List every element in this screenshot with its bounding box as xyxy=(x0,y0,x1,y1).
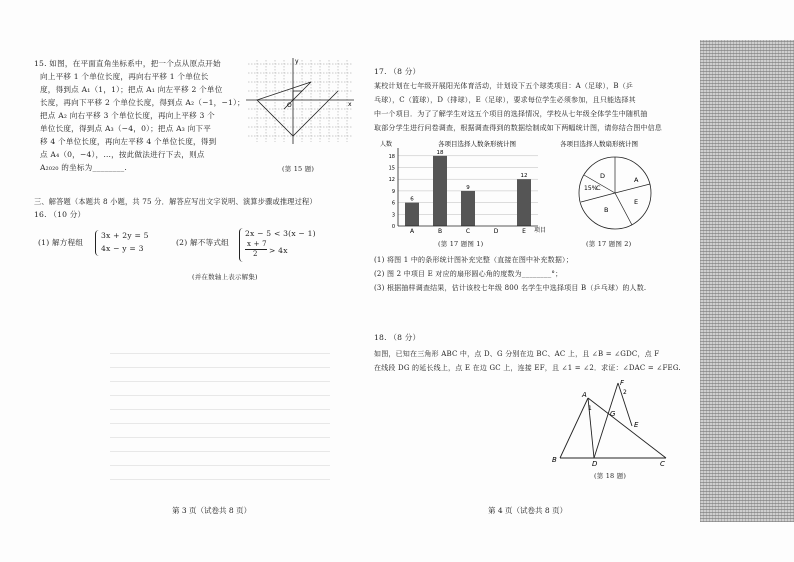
point-d-label: D xyxy=(592,460,598,468)
q16-inequality-2-rhs: > 4x xyxy=(269,246,288,255)
point-e-label: E xyxy=(634,421,639,429)
bar-chart-caption: (第 17 题图 1) xyxy=(438,240,484,248)
bar-e xyxy=(517,179,531,226)
q15-y-axis-label: y xyxy=(295,58,299,65)
q17-bar-chart xyxy=(380,138,550,238)
bar-chart-y-tick-label: 15 xyxy=(388,165,395,172)
inequality-system-brace xyxy=(239,228,244,262)
bar-category-label: D xyxy=(493,228,499,235)
bar-chart-y-tick-label: 9 xyxy=(391,188,395,195)
pie-percent-c: 15% xyxy=(584,185,598,192)
bar-value-label: 12 xyxy=(520,173,528,180)
q16-note: (并在数轴上表示解集) xyxy=(192,273,258,281)
bar-chart-x-label: 项目 xyxy=(534,227,547,234)
bar-a xyxy=(405,203,419,226)
q15-line: 15. 如图，在平面直角坐标系中，把一个点从原点开始 xyxy=(34,59,221,68)
q17-question-3: (3) 根据抽样调查结果，估计该校七年级 800 名学生中选择项目 B（乒乓球）的人数. xyxy=(374,284,647,292)
q18-triangle-figure xyxy=(548,378,678,468)
angle-2-label: 2 xyxy=(623,389,627,396)
pie-label-d: D xyxy=(600,172,606,180)
bar-b xyxy=(433,156,447,226)
q16-inequality-1: 2x − 5 < 3(x − 1) xyxy=(245,229,316,238)
bar-category-label: C xyxy=(465,228,471,235)
bar-c xyxy=(461,191,475,226)
page-3-footer: 第 3 页（试卷共 8 页） xyxy=(172,506,252,515)
q16-part2-label: (2) 解不等式组 xyxy=(176,238,229,247)
q17-title: 17. （8 分） xyxy=(374,67,421,76)
q16-inequality-2-denominator: 2 xyxy=(253,250,258,258)
q17-line: 乓球），C（篮球），D（排球），E（足球），要求每位学生必须参加，且只能选择其 xyxy=(374,96,636,104)
point-g-label: G xyxy=(610,410,616,418)
bar-category-label: B xyxy=(437,228,443,235)
q16-equation-1: 3x + 2y = 5 xyxy=(101,231,149,240)
q18-figure-caption: (第 18 题) xyxy=(594,472,627,480)
pie-label-b: B xyxy=(604,206,609,214)
q15-line: 把点 A₂ 向右平移 3 个单位长度，再向上平移 3 个 xyxy=(40,111,215,120)
page-4-footer: 第 4 页（试卷共 8 页） xyxy=(488,506,568,515)
point-b-label: B xyxy=(552,456,557,464)
q17-line: 中一个项目．为了了解学生对这五个项目的选择情况，学校从七年级全体学生中随机抽 xyxy=(374,110,648,118)
q17-pie-chart xyxy=(560,138,670,238)
q16-part1-label: (1) 解方程组 xyxy=(38,238,84,247)
q15-x-axis-label: x xyxy=(348,101,352,108)
bar-chart-y-tick-label: 0 xyxy=(391,224,395,230)
q15-line: 长度，再向下平移 2 个单位长度，得到点 A₂（−1，−1）； xyxy=(40,98,245,107)
bar-chart-y-tick-label: 18 xyxy=(388,153,395,160)
q15-line: 单位长度，得到点 A₃（−4，0）；把点 A₃ 向下平 xyxy=(40,124,212,133)
q17-question-2: (2) 图 2 中项目 E 对应的扇形圆心角的度数为________°； xyxy=(374,270,563,278)
q17-question-1: (1) 将图 1 中的条形统计图补充完整（直接在图中补充数据）； xyxy=(374,256,573,264)
q15-figure-caption: (第 15 题) xyxy=(282,165,315,173)
bar-chart-y-label: 人数 xyxy=(380,141,393,148)
q17-line: 某校计划在七年级开展阳光体育活动，计划设下五个球类项目：A（足球），B（乒 xyxy=(374,82,634,90)
q16-inequality-2-numerator: x + 7 xyxy=(247,240,267,248)
bar-value-label: 9 xyxy=(466,184,470,191)
q15-line: 度，得到点 A₁（1，1）；把点 A₁ 向左平移 2 个单位 xyxy=(40,85,223,94)
bar-chart-y-tick-label: 3 xyxy=(391,212,395,219)
bar-value-label: 18 xyxy=(436,149,444,156)
q15-line: 移 4 个单位长度，再向左平移 4 个单位长度，得到 xyxy=(40,137,217,146)
q15-line: 点 A₄（0，−4），…，按此做法进行下去，则点 xyxy=(40,150,205,159)
pie-chart-caption: (第 17 题图 2) xyxy=(586,240,632,248)
bar-category-label: E xyxy=(522,228,526,235)
bar-category-label: A xyxy=(409,228,415,235)
bleed-through-marks xyxy=(110,340,330,480)
q17-line: 取部分学生进行问卷调查，根据调查得到的数据绘制成如下两幅统计图，请你结合图中信息 xyxy=(374,124,662,132)
pie-label-e: E xyxy=(634,198,639,206)
scanner-edge-strip xyxy=(700,40,794,522)
point-a-label: A xyxy=(582,391,587,399)
q15-line: A₂₀₂₀ 的坐标为________. xyxy=(40,163,128,172)
pie-label-a: A xyxy=(634,176,639,184)
q15-line: 向上平移 1 个单位长度，再向右平移 1 个单位长 xyxy=(40,72,209,81)
q15-coordinate-grid xyxy=(244,56,356,156)
bar-chart-y-tick-label: 6 xyxy=(391,200,395,207)
q16-equation-2: 4x − y = 3 xyxy=(101,244,144,253)
section-3-heading: 三、解答题（本题共 8 小题，共 75 分．解答应写出文字说明、演算步骤或推理过程） xyxy=(34,197,317,206)
point-f-label: F xyxy=(620,379,625,387)
equation-system-brace xyxy=(95,230,100,256)
point-c-label: C xyxy=(660,460,665,468)
q18-line: 如图，已知在三角形 ABC 中，点 D、G 分别在边 BC、AC 上，且 ∠B = ∠GDC，点 F xyxy=(374,350,660,358)
pie-label-c: C xyxy=(596,184,601,192)
angle-1-label: 1 xyxy=(588,405,592,412)
bar-chart-y-tick-label: 12 xyxy=(388,177,395,184)
q18-title: 18. （8 分） xyxy=(374,333,421,342)
bar-chart-title: 各项目选择人数条形统计图 xyxy=(438,140,516,148)
q18-line: 在线段 DG 的延长线上，点 E 在边 GC 上，连接 EF，且 ∠1 = ∠2．求证：∠DAC = ∠FEG. xyxy=(374,364,681,372)
q15-origin-label: O xyxy=(287,102,292,109)
pie-chart-title: 各项目选择人数扇形统计图 xyxy=(560,140,638,148)
bar-value-label: 6 xyxy=(410,196,414,203)
q16-title: 16. （10 分） xyxy=(34,210,86,219)
